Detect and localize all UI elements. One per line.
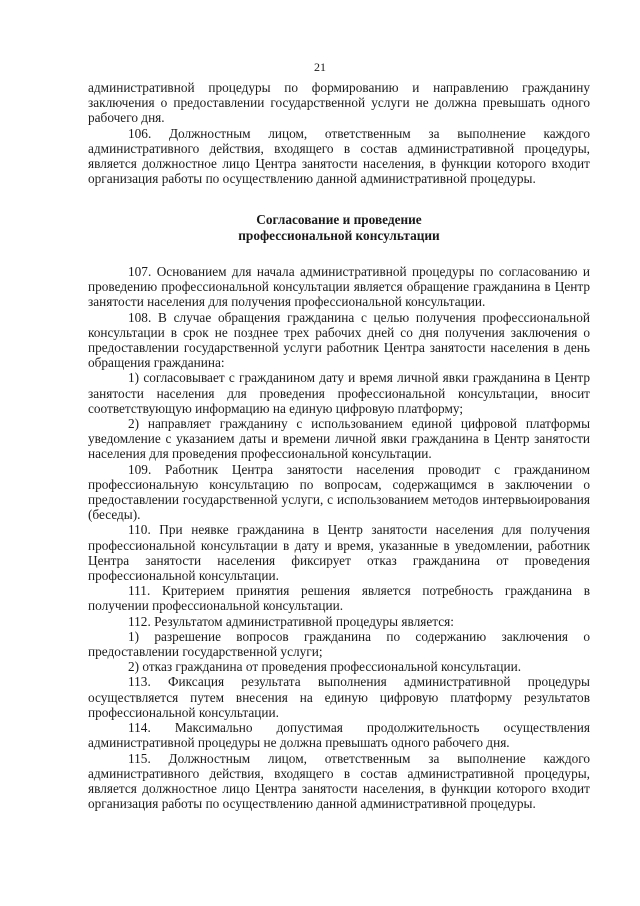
paragraph-107: 107. Основанием для начала административной процедуры по согласованию и проведению профессиональной консультации является обращение гражданина в Центр занятости населения для получения профессиональной консультации. [88, 264, 590, 310]
paragraph-115: 115. Должностным лицом, ответственным за выполнение каждого административного действия, входящего в состав административной процедуры, является должностное лицо Центра занятости населения, в функции которого входит организация работы по осуществлению данной административной процедуры. [88, 750, 590, 812]
paragraph-continuation: административной процедуры по формированию и направлению гражданину заключения о предоставлении государственной услуги не должна превышать одного рабочего дня. [88, 80, 590, 126]
section-heading [88, 212, 590, 244]
paragraph-110: 110. При неявке гражданина в Центр занятости населения для получения профессиональной консультации в дату и время, указанные в уведомлении, работник Центра занятости населения фиксирует отказ гражданина от проведения профессиональной консультации. [88, 522, 590, 584]
section-heading-line-2: профессиональной консультации [238, 228, 440, 243]
paragraph-112-item-1: 1) разрешение вопросов гражданина по содержанию заключения о предоставлении государственной услуги; [88, 628, 590, 660]
top-text-block [88, 80, 590, 186]
paragraph-106: 106. Должностным лицом, ответственным за выполнение каждого административного действия, входящего в состав административной процедуры, является должностное лицо Центра занятости населения, в функции которого входит организация работы по осуществлению данной административной процедуры. [88, 125, 590, 187]
paragraph-114: 114. Максимально допустимая продолжительность осуществления административной процедуры не должна превышать одного рабочего дня. [88, 720, 590, 751]
section-heading-line-1: Согласование и проведение [256, 212, 422, 227]
page-number: 21 [314, 60, 326, 74]
paragraph-111: 111. Критерием принятия решения является потребность гражданина в получении профессиональной консультации. [88, 583, 590, 614]
paragraph-109: 109. Работник Центра занятости населения проводит с гражданином профессиональную консультацию по вопросам, содержащимся в заключении о предоставлении государственной услуги, с использованием методов интервьюирования (беседы). [88, 461, 590, 523]
paragraph-112-item-2: 2) отказ гражданина от проведения профессиональной консультации. [128, 659, 522, 675]
paragraph-113: 113. Фиксация результата выполнения административной процедуры осуществляется путем внесения на единую цифровую платформу результатов профессиональной консультации. [88, 674, 590, 720]
paragraph-108: 108. В случае обращения гражданина с целью получения профессиональной консультации в срок не позднее трех рабочих дней со дня получения заключения о предоставлении государственной услуги работник Центра занятости населения в день обращения гражданина: [88, 309, 590, 371]
paragraph-112: 112. Результатом административной процедуры является: [128, 613, 454, 629]
main-text-block [88, 264, 590, 811]
paragraph-108-item-2: 2) направляет гражданину с использованием единой цифровой платформы уведомление с указанием даты и времени личной явки гражданина в Центр занятости населения для проведения профессиональной консультации. [88, 416, 590, 462]
paragraph-108-item-1: 1) согласовывает с гражданином дату и время личной явки гражданина в Центр занятости населения для проведения профессиональной консультации, вносит соответствующую информацию на единую цифровую платформу; [88, 370, 590, 416]
